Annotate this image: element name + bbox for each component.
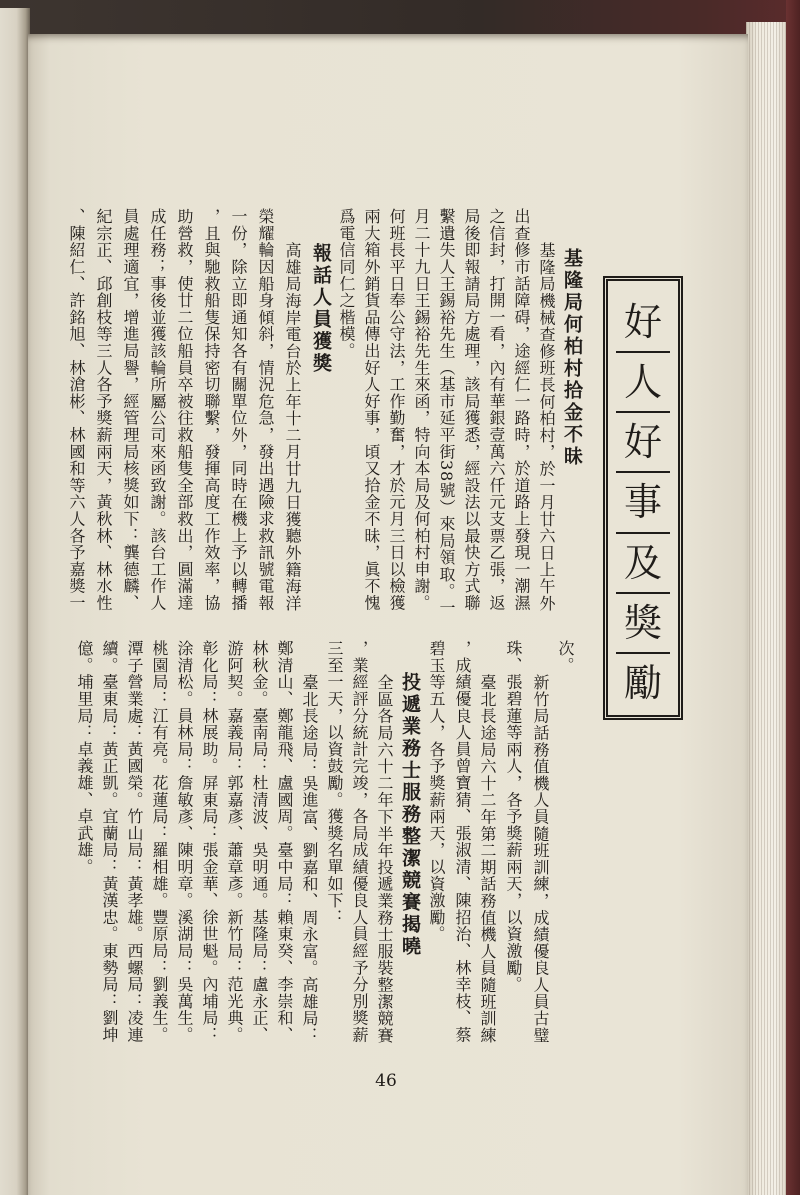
section-2-line: 助營救，使廿二位船員卒被往救船隻全部救出，圓滿達 — [175, 208, 194, 612]
section-3-line: 游阿契。嘉義局：郭嘉彥、蕭章彥。新竹局：范光典。 — [225, 640, 244, 1044]
section-3-line: 潭子營業處：黃國榮。竹山局：黃孝雄。西螺局：凌連 — [125, 640, 144, 1044]
section-3-line: 桃園局：江有亮。花蓮局：羅相雄。豐原局：劉義生。 — [150, 640, 169, 1044]
section-3-line: 彰化局：林展助。屏東局：張金華、徐世魁。內埔局： — [200, 640, 219, 1044]
section-1-line: 爲電信同仁之楷模。 — [337, 208, 356, 360]
section-1-line: 兩大箱外銷貨品傳出好人好事，頃又拾金不昧，眞不愧 — [362, 208, 381, 612]
section-2-line: ，成績優良人員曾寶猜、張淑清、陳招治、林幸枝、蔡 — [453, 640, 472, 1044]
section-3-line: 全區各局六十二年下半年投遞業務士服裝整潔競賽 — [375, 674, 394, 1044]
title-char: 好 — [623, 300, 662, 345]
section-3-line: ，業經評分統計完竣，各局成績優良人員經予分別獎薪 — [350, 640, 369, 1044]
section-2-line: 成任務；事後並獲該輪所屬公司來函致謝。該台工作人 — [148, 208, 167, 612]
section-2-line: 榮耀輪因船身傾斜，情況危急，發出遇險求救訊號電報 — [256, 208, 275, 612]
section-2-line: 臺北長途局六十二年第二期話務值機人員隨班訓練 — [478, 674, 497, 1044]
section-1-line: 何班長平日奉公守法，工作勤奮，才於元月三日以檢獲 — [387, 208, 406, 612]
section-1-line: 月二十九日王錫裕先生來函，特向本局及何柏村申謝。 — [412, 208, 431, 612]
section-3-line: 三至一天，以資鼓勵。獲獎名單如下： — [325, 640, 344, 926]
title-char: 事 — [623, 480, 662, 525]
section-2-line: 一份，除立即通知各有關單位外，同時在機上予以轉播 — [229, 208, 248, 612]
section-2-line: 紀宗正、邱創枝等三人各予獎薪兩天，黃秋林、林水性 — [94, 208, 113, 612]
section-1-line: 出查修市話障碍，途經仁一路時，於道路上發現一潮濕 — [512, 208, 531, 612]
section-2-heading: 報話人員獲獎 — [310, 243, 332, 375]
page-stack-edge — [746, 22, 788, 1195]
section-1-heading: 基隆局何柏村拾金不昧 — [561, 248, 583, 468]
section-3-line: 臺北長途局：吳進富、劉嘉和、周永富。高雄局： — [300, 674, 319, 1044]
section-2-line: 次。 — [556, 640, 575, 674]
section-2-line: 、陳紹仁、許銘旭、林滄彬、林國和等六人各予嘉獎一 — [67, 208, 86, 612]
book-cover-edge — [786, 0, 800, 1195]
section-2-line: 珠、張碧蓮等兩人，各予獎薪兩天，以資激勵。 — [504, 640, 523, 993]
section-1-line: 基隆局機械查修班長何柏村，於一月廿六日上午外 — [537, 242, 556, 612]
title-box — [603, 276, 683, 720]
section-1-line: 之信封，打開一看，內有華銀壹萬六仟元支票乙張，返 — [487, 208, 506, 612]
section-2-line: 員處理適宜，增進局譽，經管理局核獎如下：龔德麟、 — [121, 208, 140, 612]
page-number: 46 — [375, 1071, 397, 1091]
section-3-line: 鄭清山、鄭龍飛、盧國周。臺中局：賴東癸、李崇和、 — [275, 640, 294, 1044]
section-3-line: 續。臺東局：黃正凱。宜蘭局：黃漢忠。東勢局：劉坤 — [100, 640, 119, 1044]
section-2-line: 新竹局話務值機人員隨班訓練，成績優良人員古璧 — [531, 674, 550, 1044]
section-2-line: 高雄局海岸電台於上年十二月廿九日獲聽外籍海洋 — [283, 242, 302, 612]
section-3-line: 林秋金。臺南局：杜清波、吳明通。基隆局：盧永正、 — [250, 640, 269, 1044]
previous-page-edge — [0, 8, 30, 1195]
title-char: 人 — [623, 360, 662, 405]
section-1-line: 局後即報請局方處理，該局獲悉，經設法以最快方式聯 — [462, 208, 481, 612]
section-3-heading: 投遞業務士服務整潔競賽揭曉 — [399, 672, 421, 958]
title-char: 獎 — [623, 600, 662, 645]
section-3-line: 億。埔里局：卓義雄、卓武雄。 — [75, 640, 94, 876]
section-3-line: 涂清松。員林局：詹敏彥、陳明章。溪湖局：吳萬生。 — [175, 640, 194, 1044]
section-1-line: 繫遺失人王錫裕先生（基市延平街38號）來局領取。一 — [437, 208, 456, 617]
title-char: 及 — [623, 540, 662, 585]
title-char: 勵 — [623, 660, 662, 705]
section-2-line: ，且與馳救船隻保持密切聯繫，發揮高度工作效率，協 — [202, 208, 221, 612]
section-2-line: 碧玉等五人，各予獎薪兩天，以資激勵。 — [427, 640, 446, 943]
title-char: 好 — [623, 420, 662, 465]
